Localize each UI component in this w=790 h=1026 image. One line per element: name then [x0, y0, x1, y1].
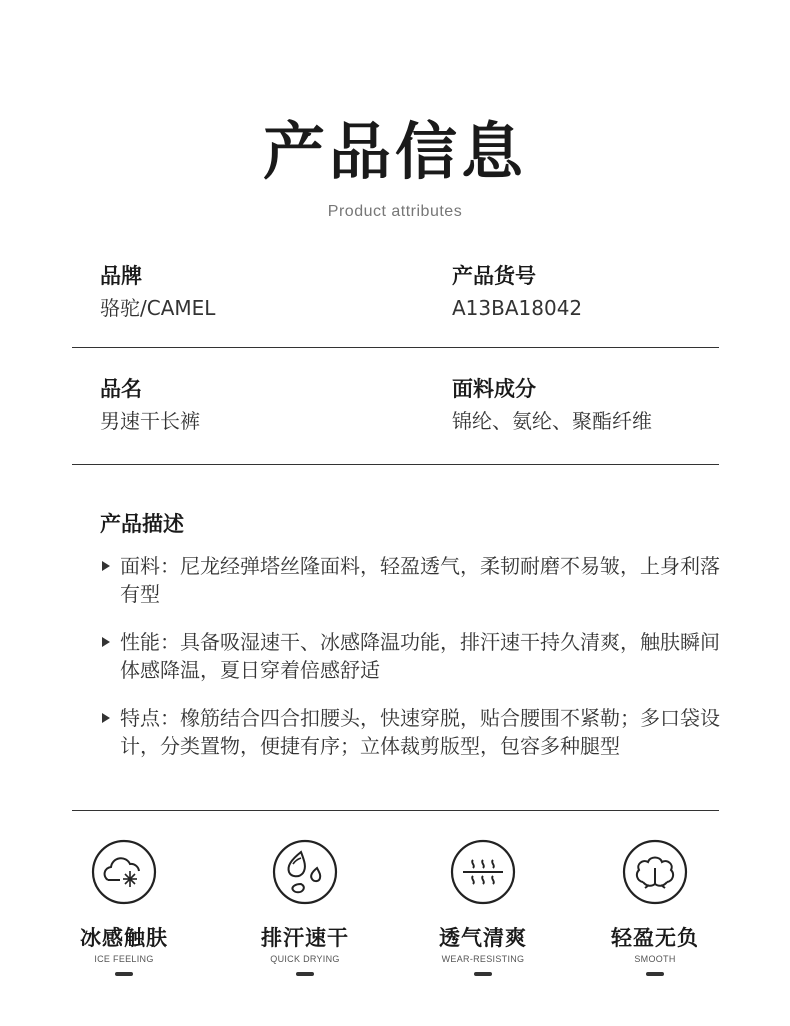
attr-fabric-label: 面料成分 — [452, 377, 536, 401]
description-item — [100, 552, 730, 608]
page-subtitle: Product attributes — [327, 203, 463, 220]
attr-brand-value: 骆驼/CAMEL — [100, 296, 216, 320]
attr-fabric-value: 锦纶、氨纶、聚酯纤维 — [452, 409, 652, 433]
feature-en: WEAR-RESISTING — [441, 954, 525, 964]
droplets-icon — [271, 838, 339, 906]
triangle-bullet-icon — [102, 713, 110, 723]
feature-en: SMOOTH — [634, 954, 676, 964]
description-item-text: 特点：橡筋结合四合扣腰头，快速穿脱，贴合腰围不紧勒；多口袋设计，分类置物，便捷有序；立体裁剪版型，包容多种腿型 — [120, 706, 720, 758]
feature-name: 透气清爽 — [439, 926, 527, 950]
description-title: 产品描述 — [100, 512, 184, 536]
triangle-bullet-icon — [102, 561, 110, 571]
feature-item — [565, 838, 745, 976]
feature-name: 排汗速干 — [261, 926, 349, 950]
feature-name: 轻盈无负 — [611, 926, 699, 950]
attr-name-label: 品名 — [100, 377, 142, 401]
attr-brand — [100, 262, 215, 322]
feature-item — [393, 838, 573, 976]
attr-name-value: 男速干长裤 — [100, 409, 200, 433]
cotton-icon — [621, 838, 689, 906]
cloud-snowflake-icon — [90, 838, 158, 906]
feature-dash — [474, 972, 492, 976]
feature-name: 冰感触肤 — [80, 926, 168, 950]
feature-en: ICE FEELING — [94, 954, 154, 964]
steam-icon — [449, 838, 517, 906]
attr-fabric — [452, 375, 652, 435]
divider — [72, 347, 719, 348]
attr-sku — [452, 262, 582, 322]
feature-item — [215, 838, 395, 976]
feature-item — [34, 838, 214, 976]
attr-name — [100, 375, 200, 435]
feature-en: QUICK DRYING — [270, 954, 340, 964]
feature-list — [0, 838, 790, 998]
page-title: 产品信息 — [262, 115, 527, 188]
divider — [72, 810, 719, 811]
attr-sku-value: A13BA18042 — [452, 296, 583, 320]
attr-sku-label: 产品货号 — [452, 264, 536, 288]
description-item-text: 面料：尼龙经弹塔丝隆面料，轻盈透气，柔韧耐磨不易皱，上身利落有型 — [120, 554, 720, 606]
feature-dash — [646, 972, 664, 976]
feature-dash — [115, 972, 133, 976]
description-item — [100, 628, 730, 684]
description-list — [100, 552, 730, 780]
description-item-text: 性能：具备吸湿速干、冰感降温功能，排汗速干持久清爽，触肤瞬间体感降温，夏日穿着倍感舒适 — [120, 630, 720, 682]
divider — [72, 464, 719, 465]
feature-dash — [296, 972, 314, 976]
triangle-bullet-icon — [102, 637, 110, 647]
description-item — [100, 704, 730, 760]
attr-brand-label: 品牌 — [100, 264, 142, 288]
